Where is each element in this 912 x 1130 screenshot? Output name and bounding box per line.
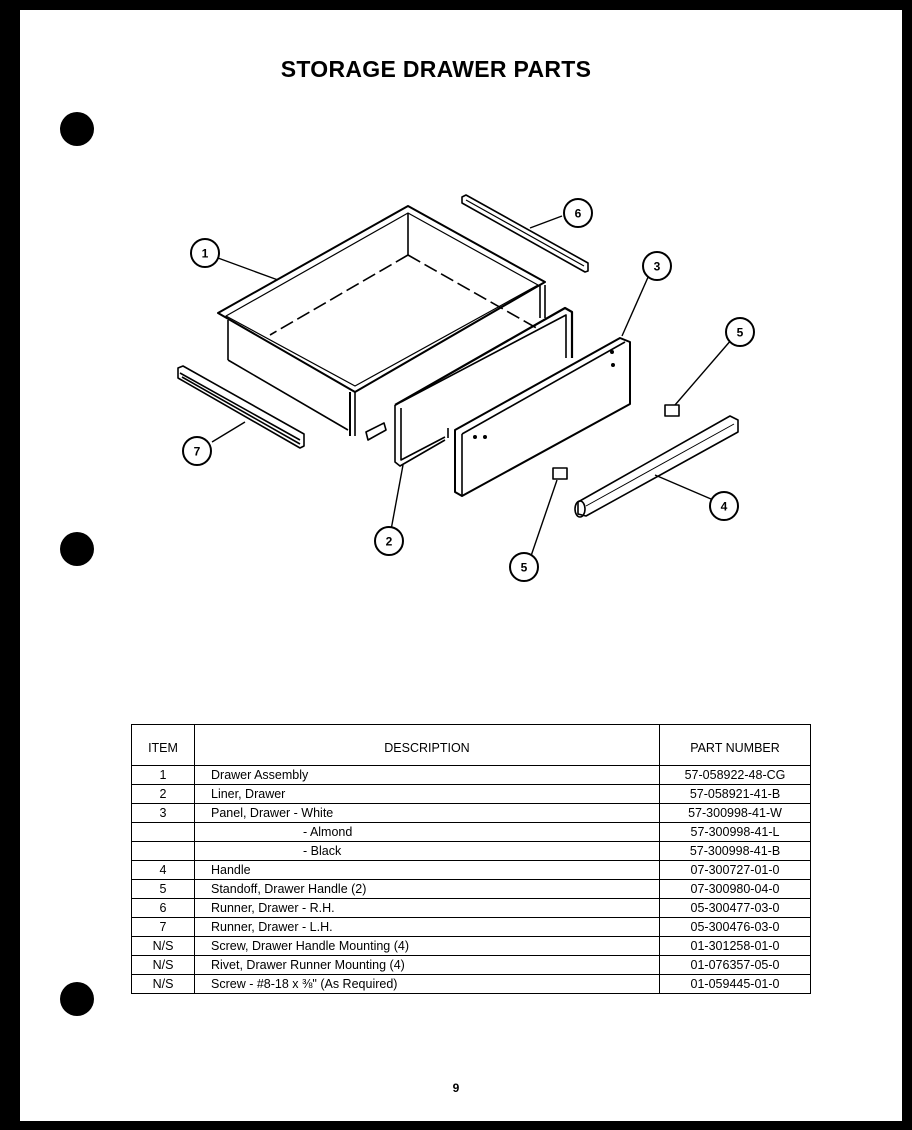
drawer-assembly-illustration [218, 206, 545, 440]
part-number-cell: 05-300476-03-0 [660, 918, 811, 937]
part-number-cell: 07-300980-04-0 [660, 880, 811, 899]
description-cell: Runner, Drawer - L.H. [195, 918, 660, 937]
callout-4 [710, 492, 738, 520]
svg-text:3: 3 [653, 259, 661, 274]
description-cell: Runner, Drawer - R.H. [195, 899, 660, 918]
item-cell: 4 [132, 861, 195, 880]
drawer-panel-illustration [455, 338, 630, 496]
svg-text:1: 1 [201, 246, 209, 261]
description-cell: - Black [195, 842, 660, 861]
item-cell: N/S [132, 975, 195, 994]
part-number-cell: 01-301258-01-0 [660, 937, 811, 956]
table-row [132, 804, 811, 823]
table-row [132, 918, 811, 937]
part-number-cell: 05-300477-03-0 [660, 899, 811, 918]
table-row [132, 823, 811, 842]
part-number-cell: 57-058922-48-CG [660, 766, 811, 785]
header-description: DESCRIPTION [195, 725, 660, 766]
table-row [132, 785, 811, 804]
standoff-upper-illustration [665, 405, 679, 416]
table-row [132, 899, 811, 918]
callout-6 [564, 199, 592, 227]
item-cell: N/S [132, 956, 195, 975]
description-cell: Screw, Drawer Handle Mounting (4) [195, 937, 660, 956]
item-cell: N/S [132, 937, 195, 956]
description-cell: Drawer Assembly [195, 766, 660, 785]
header-part-number: PART NUMBER [660, 725, 811, 766]
item-cell: 3 [132, 804, 195, 823]
svg-text:5: 5 [736, 325, 744, 340]
page-number: 9 [452, 1081, 460, 1095]
description-cell: Liner, Drawer [195, 785, 660, 804]
item-cell: 2 [132, 785, 195, 804]
callout-1 [191, 239, 219, 267]
part-number-cell: 57-300998-41-L [660, 823, 811, 842]
table-row [132, 842, 811, 861]
item-cell: 1 [132, 766, 195, 785]
description-cell: Screw - #8-18 x ⅜" (As Required) [195, 975, 660, 994]
item-cell [132, 842, 195, 861]
item-cell: 7 [132, 918, 195, 937]
table-row [132, 956, 811, 975]
table-row [132, 880, 811, 899]
table-row [132, 937, 811, 956]
table-row [132, 766, 811, 785]
runner-lh-illustration [178, 366, 304, 448]
standoff-lower-illustration [553, 468, 567, 479]
item-cell: 6 [132, 899, 195, 918]
description-cell: Standoff, Drawer Handle (2) [195, 880, 660, 899]
table-row [132, 975, 811, 994]
page-title: STORAGE DRAWER PARTS [280, 56, 592, 82]
part-number-cell: 07-300727-01-0 [660, 861, 811, 880]
description-cell: Panel, Drawer - White [195, 804, 660, 823]
description-cell: - Almond [195, 823, 660, 842]
part-number-cell: 57-058921-41-B [660, 785, 811, 804]
parts-table [131, 724, 811, 994]
callout-3 [643, 252, 671, 280]
svg-text:4: 4 [720, 499, 728, 514]
header-item: ITEM [132, 725, 195, 766]
table-header-row [132, 725, 811, 766]
description-cell: Rivet, Drawer Runner Mounting (4) [195, 956, 660, 975]
callout-7 [183, 437, 211, 465]
part-number-cell: 57-300998-41-W [660, 804, 811, 823]
item-cell [132, 823, 195, 842]
callout-5-lower [510, 553, 538, 581]
svg-text:2: 2 [385, 534, 393, 549]
svg-text:6: 6 [574, 206, 582, 221]
binder-hole-bottom [60, 982, 94, 1016]
svg-text:7: 7 [193, 444, 201, 459]
callout-5-upper [726, 318, 754, 346]
item-cell: 5 [132, 880, 195, 899]
part-number-cell: 01-076357-05-0 [660, 956, 811, 975]
svg-text:5: 5 [520, 560, 528, 575]
description-cell: Handle [195, 861, 660, 880]
table-row [132, 861, 811, 880]
part-number-cell: 01-059445-01-0 [660, 975, 811, 994]
callout-2 [375, 527, 403, 555]
part-number-cell: 57-300998-41-B [660, 842, 811, 861]
